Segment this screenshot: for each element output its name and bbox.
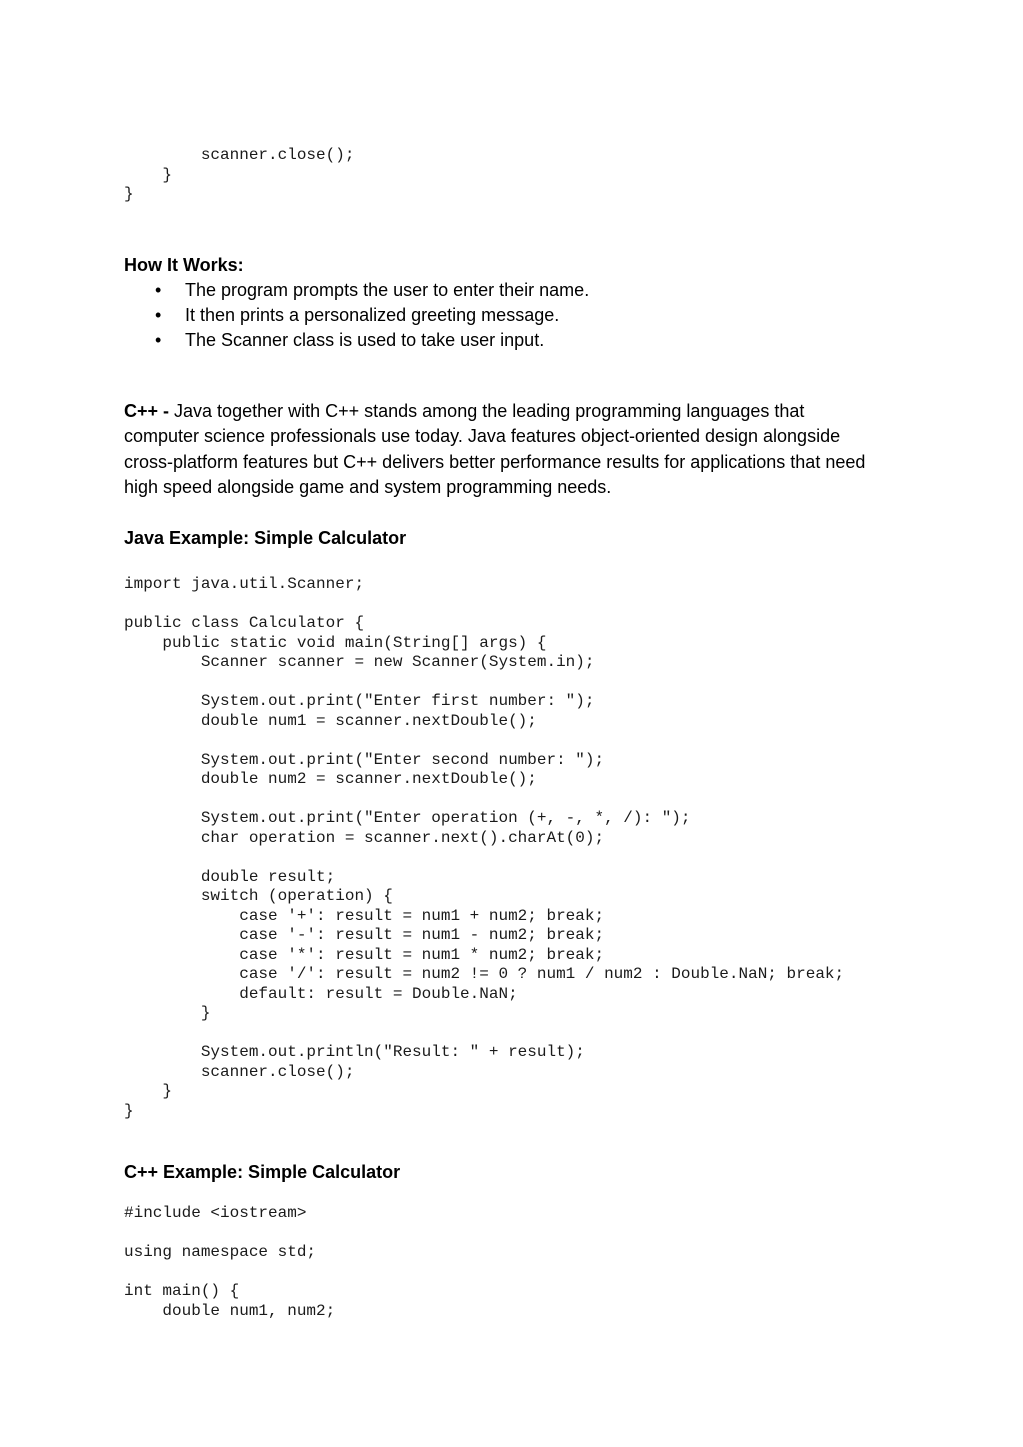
code-line: } — [124, 1004, 211, 1022]
code-line: case '/': result = num2 != 0 ? num1 / num2 : Double.NaN; break; — [124, 965, 845, 983]
list-item — [124, 328, 589, 353]
code-block-greeting-end — [124, 146, 354, 205]
code-line — [124, 1024, 844, 1044]
code-line — [124, 731, 844, 751]
list-item — [124, 278, 589, 303]
code-line: case '-': result = num1 - num2; break; — [124, 926, 605, 944]
code-line — [124, 848, 844, 868]
code-line: scanner.close(); — [124, 146, 355, 164]
code-line: System.out.println("Result: " + result); — [124, 1043, 585, 1061]
bullet-icon: • — [155, 280, 162, 300]
code-line: System.out.print("Enter operation (+, -, *, /): "); — [124, 809, 691, 827]
code-line: case '+': result = num1 + num2; break; — [124, 906, 605, 925]
code-line: double num1 = scanner.nextDouble(); — [124, 711, 537, 730]
list-item — [124, 303, 589, 328]
code-line: public class Calculator { — [124, 614, 365, 632]
code-line: } — [124, 1101, 134, 1120]
code-line: double num1, num2; — [124, 1301, 336, 1320]
list-item-text: The Scanner class is used to take user input. — [185, 330, 545, 350]
bullet-icon: • — [155, 305, 162, 325]
cpp-intro-text: Java together with C++ stands among the leading programming languages that computer science professionals use today. Java features object-oriented design alongside cross-platform features but C++ delivers better performance results for applications that need high speed alongside game and system programming needs. — [124, 401, 866, 497]
cpp-intro-lead: C++ - — [124, 401, 170, 421]
how-it-works-list — [124, 278, 589, 353]
code-line — [124, 790, 844, 810]
code-line: } — [124, 1082, 173, 1100]
bullet-icon: • — [155, 330, 162, 350]
code-line — [124, 673, 844, 693]
code-line: scanner.close(); — [124, 1062, 355, 1081]
code-line: import java.util.Scanner; — [124, 575, 365, 593]
code-line: public static void main(String[] args) { — [124, 633, 547, 652]
code-line: double result; — [124, 867, 336, 886]
list-item-text: The program prompts the user to enter their name. — [185, 280, 590, 300]
code-line: Scanner scanner = new Scanner(System.in); — [124, 653, 595, 671]
java-code-block — [124, 575, 844, 1121]
code-line — [124, 1263, 335, 1283]
java-example-heading: Java Example: Simple Calculator — [124, 528, 407, 548]
list-item-text: It then prints a personalized greeting message. — [185, 305, 560, 325]
code-line: switch (operation) { — [124, 887, 393, 905]
cpp-code-block — [124, 1204, 335, 1321]
cpp-example-heading: C++ Example: Simple Calculator — [124, 1162, 401, 1182]
code-line: using namespace std; — [124, 1243, 317, 1261]
code-line: default: result = Double.NaN; — [124, 984, 518, 1003]
code-line — [124, 1224, 335, 1244]
code-line: System.out.print("Enter second number: "); — [124, 750, 605, 769]
code-line: } — [124, 185, 134, 203]
cpp-intro-paragraph — [124, 399, 884, 500]
code-line: System.out.print("Enter first number: "); — [124, 692, 595, 710]
code-line: char operation = scanner.next().charAt(0); — [124, 828, 605, 847]
code-line — [124, 595, 844, 615]
code-line: case '*': result = num1 * num2; break; — [124, 945, 605, 964]
code-line: double num2 = scanner.nextDouble(); — [124, 770, 537, 788]
code-line: } — [124, 165, 173, 184]
how-it-works-heading: How It Works: — [124, 255, 244, 275]
code-line: #include <iostream> — [124, 1204, 307, 1222]
code-line: int main() { — [124, 1282, 240, 1300]
